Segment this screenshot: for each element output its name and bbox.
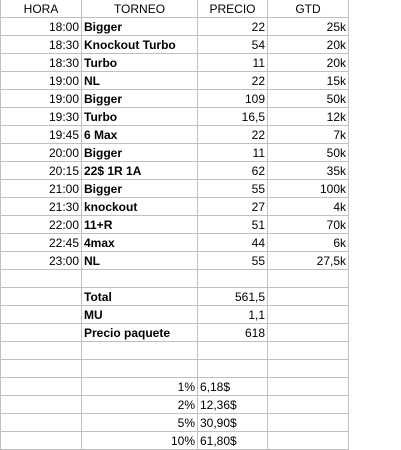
header-row	[1, 0, 349, 18]
gtd-cell[interactable]: 15k	[268, 72, 349, 90]
precio-cell[interactable]: 109	[198, 90, 268, 108]
torneo-cell[interactable]: Knockout Turbo	[82, 36, 198, 54]
table-row	[1, 252, 349, 270]
table-row	[1, 162, 349, 180]
table-row	[1, 72, 349, 90]
percentage-row	[1, 378, 349, 396]
amount-cell[interactable]: 61,80$	[198, 432, 268, 450]
hora-cell[interactable]: 20:15	[1, 162, 82, 180]
empty-cell[interactable]	[1, 432, 82, 450]
empty-row	[1, 270, 349, 288]
hora-cell[interactable]: 19:30	[1, 108, 82, 126]
empty-cell[interactable]	[268, 324, 349, 342]
summary-value[interactable]: 618	[198, 324, 268, 342]
table-row	[1, 18, 349, 36]
table-row	[1, 126, 349, 144]
summary-value[interactable]: 1,1	[198, 306, 268, 324]
hora-cell[interactable]: 22:45	[1, 234, 82, 252]
torneo-cell[interactable]: NL	[82, 252, 198, 270]
percentage-cell[interactable]: 10%	[82, 432, 198, 450]
summary-row	[1, 324, 349, 342]
torneo-cell[interactable]: Bigger	[82, 180, 198, 198]
hora-cell[interactable]: 23:00	[1, 252, 82, 270]
empty-cell[interactable]	[268, 414, 349, 432]
empty-cell[interactable]	[1, 288, 82, 306]
percentage-row	[1, 414, 349, 432]
amount-cell[interactable]: 6,18$	[198, 378, 268, 396]
data-rows	[1, 18, 349, 270]
empty-cell[interactable]	[1, 414, 82, 432]
precio-cell[interactable]: 55	[198, 252, 268, 270]
empty-row	[1, 360, 349, 378]
torneo-cell[interactable]: Bigger	[82, 18, 198, 36]
empty-cell[interactable]	[1, 306, 82, 324]
amount-cell[interactable]: 12,36$	[198, 396, 268, 414]
precio-cell[interactable]: 44	[198, 234, 268, 252]
torneo-cell[interactable]: Bigger	[82, 144, 198, 162]
hora-cell[interactable]: 19:45	[1, 126, 82, 144]
empty-cell[interactable]	[82, 360, 198, 378]
empty-cell[interactable]	[268, 432, 349, 450]
hora-cell[interactable]: 18:30	[1, 54, 82, 72]
empty-cell[interactable]	[268, 342, 349, 360]
table-row	[1, 180, 349, 198]
summary-row	[1, 306, 349, 324]
hora-cell[interactable]: 18:00	[1, 18, 82, 36]
gtd-cell[interactable]: 50k	[268, 90, 349, 108]
hora-cell[interactable]: 18:30	[1, 36, 82, 54]
summary-label[interactable]: MU	[82, 306, 198, 324]
hora-cell[interactable]: 21:30	[1, 198, 82, 216]
amount-cell[interactable]: 30,90$	[198, 414, 268, 432]
empty-cell[interactable]	[82, 270, 198, 288]
precio-cell[interactable]: 22	[198, 72, 268, 90]
hora-cell[interactable]: 19:00	[1, 90, 82, 108]
percentage-row	[1, 432, 349, 450]
gtd-cell[interactable]: 50k	[268, 144, 349, 162]
percentage-cell[interactable]: 1%	[82, 378, 198, 396]
gtd-cell[interactable]: 25k	[268, 18, 349, 36]
torneo-cell[interactable]: Bigger	[82, 90, 198, 108]
gtd-cell[interactable]: 100k	[268, 180, 349, 198]
summary-rows	[1, 270, 349, 450]
precio-cell[interactable]: 55	[198, 180, 268, 198]
torneo-cell[interactable]: knockout	[82, 198, 198, 216]
table-row	[1, 144, 349, 162]
empty-cell[interactable]	[268, 306, 349, 324]
header-torneo[interactable]: TORNEO	[82, 0, 198, 18]
precio-cell[interactable]: 54	[198, 36, 268, 54]
empty-cell[interactable]	[268, 288, 349, 306]
empty-cell[interactable]	[1, 324, 82, 342]
empty-cell[interactable]	[198, 342, 268, 360]
precio-cell[interactable]: 27	[198, 198, 268, 216]
gtd-cell[interactable]: 7k	[268, 126, 349, 144]
empty-row	[1, 342, 349, 360]
empty-cell[interactable]	[268, 396, 349, 414]
empty-cell[interactable]	[198, 270, 268, 288]
summary-label[interactable]: Precio paquete	[82, 324, 198, 342]
hora-cell[interactable]: 21:00	[1, 180, 82, 198]
precio-cell[interactable]: 11	[198, 144, 268, 162]
torneo-cell[interactable]: 6 Max	[82, 126, 198, 144]
table-row	[1, 36, 349, 54]
empty-cell[interactable]	[198, 360, 268, 378]
empty-cell[interactable]	[1, 360, 82, 378]
table-row	[1, 234, 349, 252]
precio-cell[interactable]: 51	[198, 216, 268, 234]
precio-cell[interactable]: 22	[198, 18, 268, 36]
torneo-cell[interactable]: Turbo	[82, 54, 198, 72]
header-precio[interactable]: PRECIO	[198, 0, 268, 18]
percentage-row	[1, 396, 349, 414]
percentage-cell[interactable]: 5%	[82, 414, 198, 432]
gtd-cell[interactable]: 27,5k	[268, 252, 349, 270]
summary-row	[1, 288, 349, 306]
table-row	[1, 54, 349, 72]
torneo-cell[interactable]: Turbo	[82, 108, 198, 126]
hora-cell[interactable]: 20:00	[1, 144, 82, 162]
empty-cell[interactable]	[268, 360, 349, 378]
empty-cell[interactable]	[1, 396, 82, 414]
empty-cell[interactable]	[1, 270, 82, 288]
empty-cell[interactable]	[1, 378, 82, 396]
hora-cell[interactable]: 22:00	[1, 216, 82, 234]
empty-cell[interactable]	[268, 378, 349, 396]
table-row	[1, 108, 349, 126]
torneo-cell[interactable]: 11+R	[82, 216, 198, 234]
header-gtd[interactable]: GTD	[268, 0, 349, 18]
empty-cell[interactable]	[82, 342, 198, 360]
torneo-cell[interactable]: 22$ 1R 1A	[82, 162, 198, 180]
torneo-cell[interactable]: NL	[82, 72, 198, 90]
summary-value[interactable]: 561,5	[198, 288, 268, 306]
gtd-cell[interactable]: 35k	[268, 162, 349, 180]
precio-cell[interactable]: 16,5	[198, 108, 268, 126]
gtd-cell[interactable]: 4k	[268, 198, 349, 216]
table-row	[1, 198, 349, 216]
table-row	[1, 216, 349, 234]
gtd-cell[interactable]: 20k	[268, 54, 349, 72]
gtd-cell[interactable]: 20k	[268, 36, 349, 54]
table-row	[1, 90, 349, 108]
gtd-cell[interactable]: 12k	[268, 108, 349, 126]
empty-cell[interactable]	[1, 342, 82, 360]
gtd-cell[interactable]: 6k	[268, 234, 349, 252]
gtd-cell[interactable]: 70k	[268, 216, 349, 234]
precio-cell[interactable]: 22	[198, 126, 268, 144]
summary-label[interactable]: Total	[82, 288, 198, 306]
percentage-cell[interactable]: 2%	[82, 396, 198, 414]
hora-cell[interactable]: 19:00	[1, 72, 82, 90]
precio-cell[interactable]: 62	[198, 162, 268, 180]
torneo-cell[interactable]: 4max	[82, 234, 198, 252]
precio-cell[interactable]: 11	[198, 54, 268, 72]
empty-cell[interactable]	[268, 270, 349, 288]
header-hora[interactable]: HORA	[1, 0, 82, 18]
